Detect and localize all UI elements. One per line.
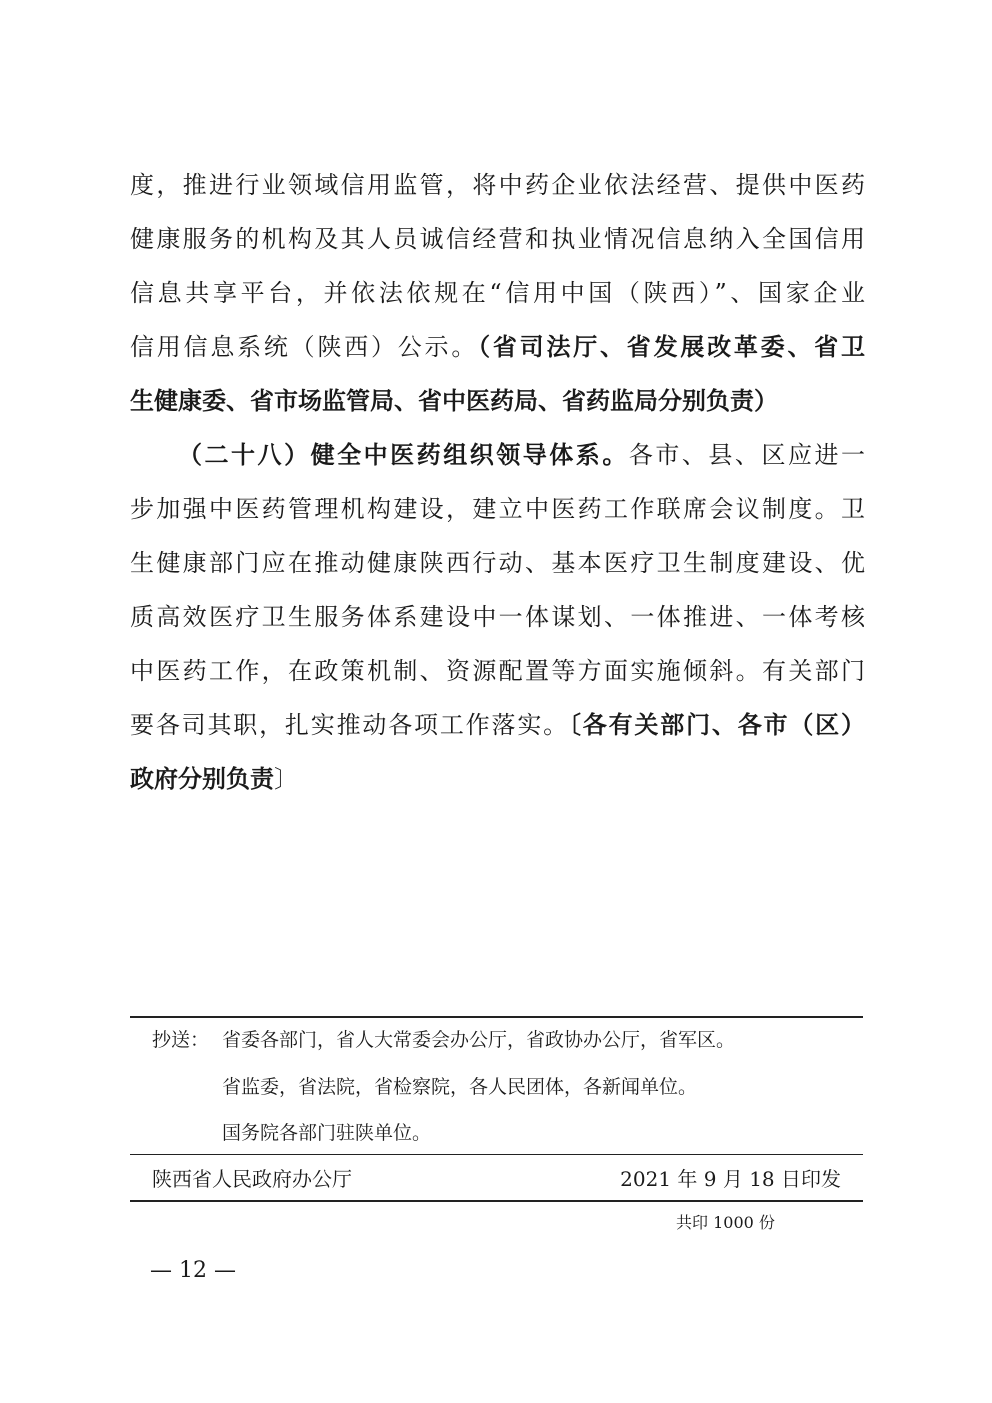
bracket: 〕	[274, 765, 298, 793]
cc-recipients-line: 国务院各部门驻陕单位。	[222, 1122, 432, 1144]
paragraph-line: 质高效医疗卫生服务体系建设中一体谋划、一体推进、一体考核	[130, 603, 865, 631]
document-footer	[130, 1016, 863, 1216]
paragraph-line	[130, 752, 865, 806]
paragraph-line	[130, 428, 865, 482]
paragraph-line: 度，推进行业领域信用监管，将中药企业依法经营、提供中医药	[130, 171, 865, 199]
footer-top-rule	[130, 1016, 863, 1018]
paragraph-text: 信用信息系统（陕西）公示。	[130, 333, 479, 361]
cc-recipients-line: 省委各部门，省人大常委会办公厅，省政协办公厅，省军区。	[222, 1029, 736, 1051]
issue-date: 2021 年 9 月 18 日印发	[620, 1167, 841, 1191]
section-heading: （二十八）健全中医药组织领导体系。	[178, 440, 629, 469]
paragraph-line	[130, 320, 865, 374]
responsibility-note: 生健康委、省市场监管局、省中医药局、省药监局分别负责）	[130, 386, 778, 415]
cc-label: 抄送：	[152, 1029, 210, 1051]
cc-recipients-line: 省监委，省法院，省检察院，各人民团体，各新闻单位。	[222, 1076, 698, 1098]
body-text	[130, 158, 865, 806]
issuing-office: 陕西省人民政府办公厅	[152, 1167, 352, 1191]
paragraph-line	[130, 698, 865, 752]
footer-middle-rule	[130, 1154, 863, 1155]
paragraph-text: 要各司其职，扎实推动各项工作落实。	[130, 711, 569, 739]
paragraph-text: 各市、县、区应进一	[628, 441, 866, 469]
print-copies: 共印 1000 份	[676, 1213, 775, 1232]
footer-bottom-rule	[130, 1200, 863, 1202]
paragraph-line: 中医药工作，在政策机制、资源配置等方面实施倾斜。有关部门	[130, 657, 865, 685]
responsibility-note: 〔各有关部门、各市（区）	[568, 710, 866, 739]
paragraph-line: 步加强中医药管理机构建设，建立中医药工作联席会议制度。卫	[130, 495, 865, 523]
paragraph-line: 健康服务的机构及其人员诚信经营和执业情况信息纳入全国信用	[130, 225, 865, 253]
responsibility-note: 政府分别负责	[130, 764, 274, 793]
page-number: — 12 —	[150, 1258, 236, 1283]
paragraph-line: 生健康部门应在推动健康陕西行动、基本医疗卫生制度建设、优	[130, 549, 865, 577]
paragraph-line: 信息共享平台，并依法依规在“信用中国（陕西）”、国家企业	[130, 279, 865, 307]
responsibility-note: （省司法厅、省发展改革委、省卫	[478, 332, 866, 361]
